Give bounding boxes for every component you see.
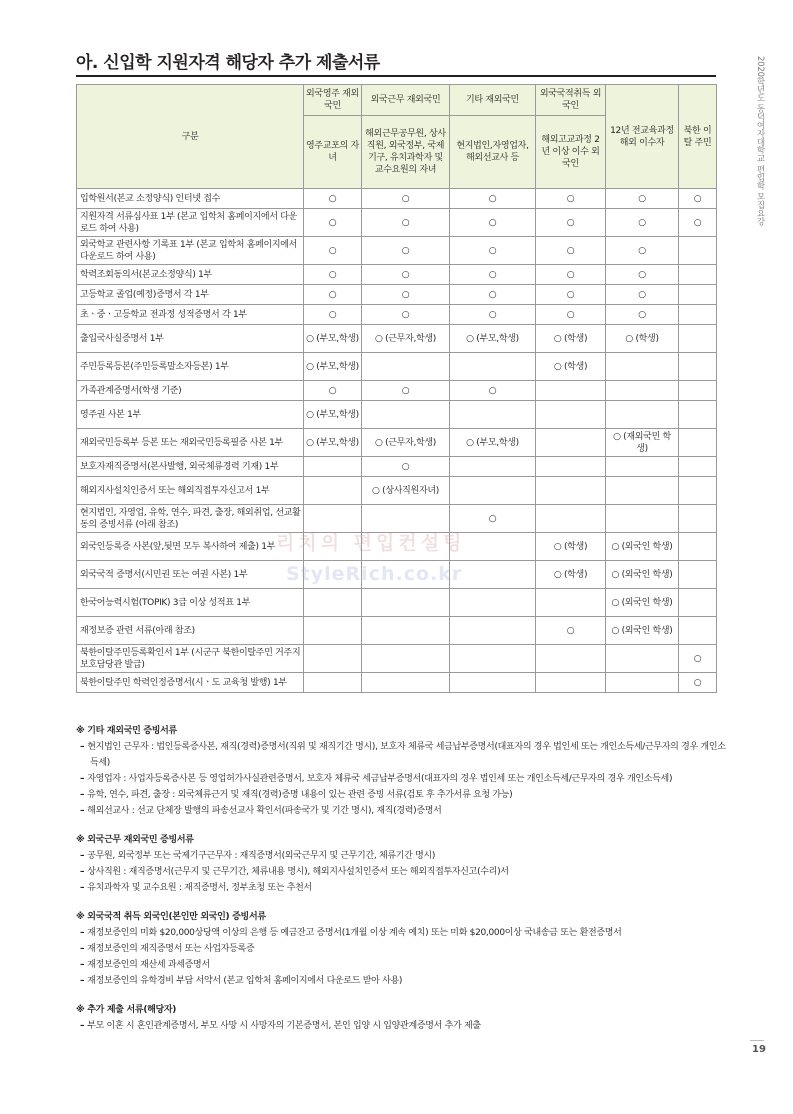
table-cell xyxy=(304,477,362,505)
table-cell: ○ xyxy=(450,209,536,237)
table-cell xyxy=(536,429,606,457)
table-cell xyxy=(679,381,717,401)
note-item-text: 유학, 연수, 파견, 출장 : 외국체류근거 및 재직(경력)증명 내용이 있는 관련 증빙 서류(검토 후 추가서류 요청 가능) xyxy=(87,790,513,800)
side-running-title: 2020학년도 동덕여자대학교 편입학 모집요강 xyxy=(755,56,765,226)
note-item-text: 재정보증인의 미화 $20,000상당액 이상의 은행 등 예금잔고 증명서(1개월 이상 계속 예치) 또는 미화 $20,000이상 국내송금 또는 환전증명서 xyxy=(87,928,622,938)
table-cell: ○ xyxy=(450,305,536,325)
table-cell xyxy=(679,305,717,325)
table-cell xyxy=(362,401,450,429)
table-cell xyxy=(362,505,450,533)
table-cell: ○ (상사직원자녀) xyxy=(362,477,450,505)
row-label: 외국인등록증 사본(앞,뒷면 모두 복사하여 제출) 1부 xyxy=(77,533,304,561)
note-item-text: 재정보증인의 유학경비 부담 서약서 (본교 입학처 홈페이지에서 다운로드 받아 사용) xyxy=(87,976,403,986)
dash-bullet-icon: – xyxy=(80,806,85,816)
table-cell: ○ (학생) xyxy=(536,353,606,381)
table-cell: ○ xyxy=(362,189,450,209)
table-cell: ○ (부모,학생) xyxy=(304,429,362,457)
note-item-text: 자영업자 : 사업자등록증사본 등 영업허가사실관련증명서, 보호자 체류국 세금납부증명서(대표자의 경우 법인세 또는 개인소득세/근무자의 경우 개인소득세) xyxy=(87,774,673,784)
table-cell xyxy=(606,505,679,533)
table-cell: ○ (학생) xyxy=(536,561,606,589)
row-label: 외국학교 관련사항 기록표 1부 (본교 입학처 홈페이지에서 다운로드 하여 사용) xyxy=(77,237,304,265)
header-group-sub: 해외고교과정 2년 이상 이수 외국인 xyxy=(536,116,606,189)
header-group-name: 외국국적취득 외국인 xyxy=(536,85,606,116)
table-cell xyxy=(536,457,606,477)
table-cell: ○ xyxy=(606,285,679,305)
table-row xyxy=(77,457,717,477)
row-label: 영주권 사본 1부 xyxy=(77,401,304,429)
table-row xyxy=(77,265,717,285)
table-cell xyxy=(450,645,536,673)
row-label: 고등학교 졸업(예정)증명서 각 1부 xyxy=(77,285,304,305)
table-cell xyxy=(450,561,536,589)
table-cell: ○ xyxy=(606,237,679,265)
header-group-sub: 영주교포의 자녀 xyxy=(304,116,362,189)
table-cell xyxy=(362,589,450,617)
table-cell xyxy=(679,477,717,505)
table-cell: ○ xyxy=(606,189,679,209)
note-item xyxy=(76,941,726,957)
table-cell xyxy=(606,673,679,693)
page-title: 아. 신입학 지원자격 해당자 추가 제출서류 xyxy=(76,53,380,73)
table-cell xyxy=(679,505,717,533)
table-row xyxy=(77,353,717,381)
table-cell: ○ (근무자,학생) xyxy=(362,325,450,353)
table-cell xyxy=(679,237,717,265)
table-cell xyxy=(679,401,717,429)
header-group-name: 외국영주 재외국민 xyxy=(304,85,362,116)
table-cell xyxy=(536,589,606,617)
table-cell: ○ xyxy=(304,189,362,209)
table-row xyxy=(77,617,717,645)
watermark-line2: StyleRich.co.kr xyxy=(286,563,463,585)
dash-bullet-icon: – xyxy=(80,976,85,986)
table-cell: ○ xyxy=(679,645,717,673)
table-cell: ○ xyxy=(304,305,362,325)
table-cell: ○ xyxy=(362,457,450,477)
table-cell xyxy=(450,353,536,381)
note-item xyxy=(76,787,726,803)
dash-bullet-icon: – xyxy=(80,851,85,861)
table-cell: ○ xyxy=(362,381,450,401)
note-item xyxy=(76,957,726,973)
dash-bullet-icon: – xyxy=(80,944,85,954)
table-cell xyxy=(304,533,362,561)
table-cell xyxy=(362,353,450,381)
table-cell xyxy=(304,673,362,693)
table-cell: ○ (학생) xyxy=(536,325,606,353)
table-cell: ○ xyxy=(679,673,717,693)
table-cell xyxy=(362,533,450,561)
row-label: 출입국사실증명서 1부 xyxy=(77,325,304,353)
note-item-text: 부모 이혼 시 혼인관계증명서, 부모 사망 시 사망자의 기본증명서, 본인 입양 시 입양관계증명서 추가 제출 xyxy=(87,1021,481,1031)
table-cell xyxy=(679,353,717,381)
table-cell xyxy=(679,533,717,561)
note-item xyxy=(76,925,726,941)
table-row xyxy=(77,189,717,209)
dash-bullet-icon: – xyxy=(80,790,85,800)
table-cell xyxy=(536,673,606,693)
table-row xyxy=(77,305,717,325)
table-cell: ○ (부모,학생) xyxy=(304,325,362,353)
note-item xyxy=(76,739,726,771)
header-gubun: 구분 xyxy=(77,85,304,189)
table-cell xyxy=(362,561,450,589)
table-cell xyxy=(679,325,717,353)
table-cell xyxy=(304,561,362,589)
dash-bullet-icon: – xyxy=(80,1021,85,1031)
documents-table xyxy=(76,84,717,693)
note-item xyxy=(76,771,726,787)
dash-bullet-icon: – xyxy=(80,928,85,938)
table-cell: ○ xyxy=(679,209,717,237)
table-cell: ○ xyxy=(304,265,362,285)
table-row xyxy=(77,645,717,673)
table-cell: ○ xyxy=(304,237,362,265)
row-label: 초ㆍ중ㆍ고등학교 전과정 성적증명서 각 1부 xyxy=(77,305,304,325)
table-cell: ○ xyxy=(536,189,606,209)
table-cell xyxy=(606,477,679,505)
table-row xyxy=(77,561,717,589)
dash-bullet-icon: – xyxy=(80,742,85,752)
table-cell xyxy=(679,561,717,589)
dash-bullet-icon: – xyxy=(80,883,85,893)
note-heading: ※ 외국국적 취득 외국인(본인만 외국인) 증빙서류 xyxy=(76,912,266,922)
table-cell: ○ xyxy=(304,381,362,401)
page-number: 19 xyxy=(752,1044,766,1055)
note-block xyxy=(76,723,726,819)
table-cell xyxy=(536,645,606,673)
row-label: 보호자재직증명서(본사발행, 외국체류경력 기재) 1부 xyxy=(77,457,304,477)
table-row xyxy=(77,325,717,353)
note-block xyxy=(76,909,726,989)
page-number-rule xyxy=(750,1040,764,1041)
title-underline xyxy=(76,75,716,77)
table-cell xyxy=(450,589,536,617)
table-cell xyxy=(536,477,606,505)
table-row xyxy=(77,673,717,693)
row-label: 외국국적 증명서(시민권 또는 여권 사본) 1부 xyxy=(77,561,304,589)
table-cell xyxy=(450,401,536,429)
dash-bullet-icon: – xyxy=(80,774,85,784)
table-cell: ○ xyxy=(536,285,606,305)
table-cell xyxy=(606,381,679,401)
table-cell: ○ xyxy=(606,209,679,237)
row-label: 북한이탈주민등록확인서 1부 (시군구 북한이탈주민 거주지 보호담당관 발급) xyxy=(77,645,304,673)
row-label: 학력조회동의서(본교소정양식) 1부 xyxy=(77,265,304,285)
table-cell: ○ xyxy=(450,381,536,401)
table-cell xyxy=(536,401,606,429)
table-cell: ○ (외국인 학생) xyxy=(606,617,679,645)
table-cell: ○ xyxy=(450,237,536,265)
note-item-text: 재정보증인의 재직증명서 또는 사업자등록증 xyxy=(87,944,255,954)
note-heading: ※ 기타 재외국민 증빙서류 xyxy=(76,726,177,736)
row-label: 재정보증 관련 서류(아래 참조) xyxy=(77,617,304,645)
table-cell: ○ (재외국민 학생) xyxy=(606,429,679,457)
table-cell xyxy=(304,617,362,645)
note-heading: ※ 추가 제출 서류(해당자) xyxy=(76,1005,177,1015)
table-cell: ○ xyxy=(536,305,606,325)
note-item-text: 상사직원 : 재직증명서(근무지 및 근무기간, 체류내용 명시), 해외지사설치인증서 또는 해외직접투자신고(수리)서 xyxy=(87,867,509,877)
header-group-name: 기타 재외국민 xyxy=(450,85,536,116)
note-item-text: 재정보증인의 재산세 과세증명서 xyxy=(87,960,210,970)
table-cell xyxy=(536,381,606,401)
note-item-text: 공무원, 외국정부 또는 국제기구근무자 : 재직증명서(외국근무지 및 근무기간, 체류기간 명시) xyxy=(87,851,436,861)
table-cell: ○ xyxy=(606,265,679,285)
table-row xyxy=(77,589,717,617)
table-cell: ○ xyxy=(362,209,450,237)
table-cell: ○ xyxy=(536,617,606,645)
table-cell: ○ xyxy=(362,305,450,325)
table-cell xyxy=(304,457,362,477)
row-label: 재외국민등록부 등본 또는 재외국민등록필증 사본 1부 xyxy=(77,429,304,457)
dash-bullet-icon: – xyxy=(80,867,85,877)
table-cell: ○ (부모,학생) xyxy=(450,429,536,457)
table-cell xyxy=(450,617,536,645)
table-cell: ○ xyxy=(450,285,536,305)
table-row xyxy=(77,209,717,237)
table-row xyxy=(77,477,717,505)
table-cell xyxy=(679,265,717,285)
table-cell xyxy=(450,457,536,477)
table-row xyxy=(77,533,717,561)
table-cell: ○ xyxy=(304,209,362,237)
note-item xyxy=(76,864,726,880)
table-cell: ○ xyxy=(606,305,679,325)
row-label: 한국어능력시험(TOPIK) 3급 이상 성적표 1부 xyxy=(77,589,304,617)
table-cell: ○ xyxy=(304,285,362,305)
row-label: 주민등록등본(주민등록말소자등본) 1부 xyxy=(77,353,304,381)
note-item xyxy=(76,803,726,819)
table-cell: ○ xyxy=(450,189,536,209)
note-item xyxy=(76,1018,726,1034)
note-item xyxy=(76,973,726,989)
header-group-name: 외국근무 재외국민 xyxy=(362,85,450,116)
table-cell: ○ xyxy=(536,237,606,265)
table-cell: ○ xyxy=(362,285,450,305)
table-row xyxy=(77,237,717,265)
row-label: 해외지사설치인증서 또는 해외직접투자신고서 1부 xyxy=(77,477,304,505)
row-label: 입학원서(본교 소정양식) 인터넷 접수 xyxy=(77,189,304,209)
table-cell: ○ (외국인 학생) xyxy=(606,533,679,561)
table-cell xyxy=(679,429,717,457)
table-cell: ○ (학생) xyxy=(536,533,606,561)
table-cell: ○ xyxy=(450,505,536,533)
table-cell: ○ (부모,학생) xyxy=(450,325,536,353)
table-cell xyxy=(362,673,450,693)
table-cell xyxy=(304,505,362,533)
table-cell xyxy=(362,645,450,673)
table-row xyxy=(77,381,717,401)
header-col5: 12년 전교육과정 해외 이수자 xyxy=(606,85,679,189)
note-block xyxy=(76,1002,726,1034)
table-cell xyxy=(606,645,679,673)
table-cell xyxy=(450,477,536,505)
note-item-text: 현지법인 근무자 : 법인등록증사본, 재직(경력)증명서(직위 및 재직기간 명시), 보호자 체류국 세금납부증명서(대표자의 경우 법인세 또는 개인소득세/근무자의 경우 개인소득세) xyxy=(87,742,726,768)
note-item xyxy=(76,848,726,864)
table-cell: ○ xyxy=(679,189,717,209)
note-item-text: 해외선교사 : 선교 단체장 발행의 파송선교사 확인서(파송국가 및 기간 명시), 재직(경력)증명서 xyxy=(87,806,442,816)
table-cell xyxy=(679,589,717,617)
note-heading: ※ 외국근무 재외국민 증빙서류 xyxy=(76,835,194,845)
header-group-sub: 현지법인,자영업자, 해외선교사 등 xyxy=(450,116,536,189)
table-cell xyxy=(450,533,536,561)
table-cell xyxy=(679,617,717,645)
note-item xyxy=(76,880,726,896)
table-cell: ○ (외국인 학생) xyxy=(606,589,679,617)
table-cell: ○ (부모,학생) xyxy=(304,353,362,381)
table-row xyxy=(77,401,717,429)
table-cell xyxy=(606,401,679,429)
table-cell: ○ xyxy=(450,265,536,285)
table-cell xyxy=(362,617,450,645)
table-cell: ○ (학생) xyxy=(606,325,679,353)
table-cell xyxy=(536,505,606,533)
table-cell xyxy=(679,285,717,305)
table-cell xyxy=(304,589,362,617)
table-cell xyxy=(679,457,717,477)
table-cell: ○ (근무자,학생) xyxy=(362,429,450,457)
table-row xyxy=(77,429,717,457)
table-row xyxy=(77,505,717,533)
row-label: 북한이탈주민 학력인정증명서(시ㆍ도 교육청 발행) 1부 xyxy=(77,673,304,693)
row-label: 가족관계증명서(학생 기준) xyxy=(77,381,304,401)
table-cell: ○ xyxy=(362,265,450,285)
table-cell: ○ (외국인 학생) xyxy=(606,561,679,589)
note-item-text: 유치과학자 및 교수요원 : 재직증명서, 정부초청 또는 추천서 xyxy=(87,883,312,893)
header-group-sub: 해외근무공무원, 상사직원, 외국정부, 국제기구, 유치과학자 및 교수요원의 자녀 xyxy=(362,116,450,189)
row-label: 현지법인, 자영업, 유학, 연수, 파견, 출장, 해외취업, 선교활동의 증빙서류 (아래 참조) xyxy=(77,505,304,533)
table-cell: ○ xyxy=(362,237,450,265)
notes-section xyxy=(76,723,726,1047)
dash-bullet-icon: – xyxy=(80,960,85,970)
table-cell: ○ xyxy=(536,209,606,237)
header-col6: 북한 이탈 주민 xyxy=(679,85,717,189)
table-cell: ○ (부모,학생) xyxy=(304,401,362,429)
row-label: 지원자격 서류심사표 1부 (본교 입학처 홈페이지에서 다운로드 하여 사용) xyxy=(77,209,304,237)
table-cell xyxy=(606,353,679,381)
table-cell xyxy=(304,645,362,673)
table-cell xyxy=(606,457,679,477)
table-cell xyxy=(450,673,536,693)
note-block xyxy=(76,832,726,896)
table-cell: ○ xyxy=(536,265,606,285)
watermark-line1: 리치의 편입컨설팅 xyxy=(276,532,466,554)
table-row xyxy=(77,285,717,305)
